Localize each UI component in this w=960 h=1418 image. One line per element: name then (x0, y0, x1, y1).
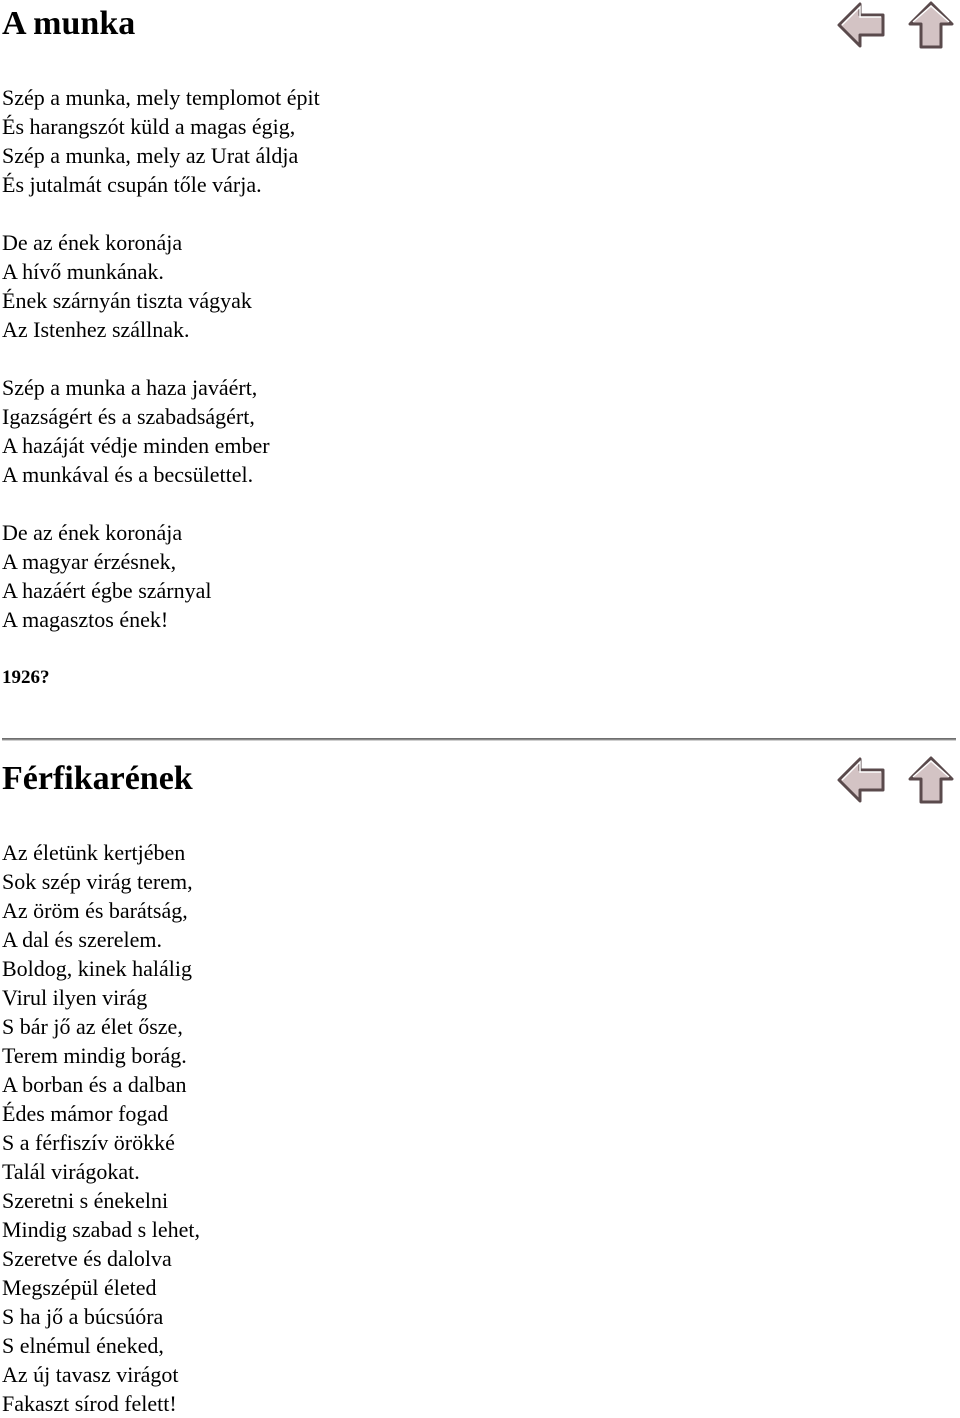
poem-body (2, 83, 320, 663)
poem-line: És jutalmát csupán tőle várja. (2, 172, 262, 197)
poem-line: A dal és szerelem. (2, 927, 163, 952)
stanza (2, 228, 320, 344)
poem-line: Az új tavasz virágot (2, 1362, 179, 1387)
poem-line: S elnémul éneked, (2, 1333, 164, 1358)
poem-line: A magyar érzésnek, (2, 549, 177, 574)
up-arrow-icon (906, 755, 956, 805)
poem-line: Talál virágokat. (2, 1159, 140, 1184)
poem-line: Fakaszt sírod felett! (2, 1391, 177, 1416)
poem-line: Szép a munka a haza javáért, (2, 375, 258, 400)
poem-line: S ha jő a búcsúóra (2, 1304, 164, 1329)
poem-line: És harangszót küld a magas égig, (2, 114, 296, 139)
up-arrow-icon (906, 0, 956, 50)
poem-line: De az ének koronája (2, 230, 183, 255)
back-button[interactable] (836, 755, 886, 805)
poem-line: A magasztos ének! (2, 607, 169, 632)
poem-line: A munkával és a becsülettel. (2, 462, 254, 487)
poem-line: De az ének koronája (2, 520, 183, 545)
poem-line: S bár jő az élet ősze, (2, 1014, 183, 1039)
poem-line: Az Istenhez szállnak. (2, 317, 190, 342)
poem-line: Igazságért és a szabadságért, (2, 404, 255, 429)
poem-line: Az öröm és barátság, (2, 898, 188, 923)
poem-date: 1926? (2, 667, 50, 688)
poem-line: A borban és a dalban (2, 1072, 187, 1097)
poem-line: A hazáját védje minden ember (2, 433, 270, 458)
poem-title: Férfikarének (2, 760, 193, 797)
poem-line: Boldog, kinek halálig (2, 956, 193, 981)
back-button[interactable] (836, 0, 886, 50)
poem-body (2, 838, 200, 1418)
poem-line: Terem mindig borág. (2, 1043, 187, 1068)
poem-line: Az életünk kertjében (2, 840, 186, 865)
poem-line: Ének szárnyán tiszta vágyak (2, 288, 252, 313)
poem-line: Édes mámor fogad (2, 1101, 169, 1126)
left-arrow-icon (836, 0, 886, 50)
poem-line: Szeretni s énekelni (2, 1188, 169, 1213)
nav-buttons (836, 755, 956, 805)
poem-title: A munka (2, 5, 136, 42)
left-arrow-icon (836, 755, 886, 805)
up-button[interactable] (906, 0, 956, 50)
poem-line: A hívő munkának. (2, 259, 164, 284)
nav-buttons (836, 0, 956, 50)
section-divider (2, 738, 956, 741)
poem-line: Megszépül életed (2, 1275, 157, 1300)
stanza (2, 83, 320, 199)
poem-line: A hazáért égbe szárnyal (2, 578, 212, 603)
poem-line: Mindig szabad s lehet, (2, 1217, 200, 1242)
stanza (2, 373, 320, 489)
stanza (2, 518, 320, 634)
poem-line: Sok szép virág terem, (2, 869, 193, 894)
up-button[interactable] (906, 755, 956, 805)
poem-line: S a férfiszív örökké (2, 1130, 175, 1155)
poem-line: Szép a munka, mely templomot épit (2, 85, 320, 110)
poem-line: Szeretve és dalolva (2, 1246, 172, 1271)
poem-line: Szép a munka, mely az Urat áldja (2, 143, 299, 168)
poem-line: Virul ilyen virág (2, 985, 148, 1010)
